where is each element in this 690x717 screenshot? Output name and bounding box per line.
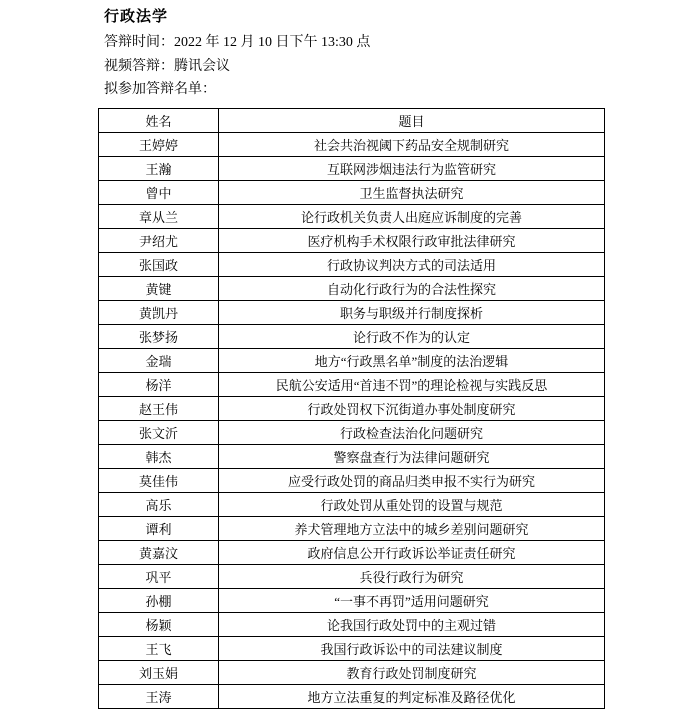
thesis-title-cell: 我国行政诉讼中的司法建议制度	[219, 636, 605, 660]
thesis-title-cell: 地方“行政黑名单”制度的法治逻辑	[219, 348, 605, 372]
student-name-cell: 张文沂	[99, 420, 219, 444]
student-name-cell: 章从兰	[99, 204, 219, 228]
defense-time-line: 答辩时间：2022 年 12 月 10 日下午 13:30 点	[104, 35, 371, 50]
table-row	[99, 132, 605, 156]
table-row	[99, 468, 605, 492]
student-name-cell: 莫佳伟	[99, 468, 219, 492]
student-name-cell: 赵王伟	[99, 396, 219, 420]
table-row	[99, 300, 605, 324]
student-name-cell: 黄凯丹	[99, 300, 219, 324]
table-row	[99, 276, 605, 300]
table-row	[99, 348, 605, 372]
table-row	[99, 156, 605, 180]
student-name-cell: 杨颖	[99, 612, 219, 636]
table-row	[99, 444, 605, 468]
student-name-cell: 杨洋	[99, 372, 219, 396]
defense-table-body	[99, 132, 605, 708]
student-name-cell: 曾中	[99, 180, 219, 204]
table-row	[99, 180, 605, 204]
student-name-cell: 黄嘉汶	[99, 540, 219, 564]
table-row	[99, 492, 605, 516]
student-name-cell: 张梦扬	[99, 324, 219, 348]
table-header-title: 题目	[219, 108, 605, 132]
list-intro-line: 拟参加答辩名单：	[104, 82, 216, 97]
thesis-title-cell: 论行政机关负责人出庭应诉制度的完善	[219, 204, 605, 228]
table-row	[99, 684, 605, 708]
thesis-title-cell: 论行政不作为的认定	[219, 324, 605, 348]
table-row	[99, 516, 605, 540]
thesis-title-cell: 自动化行政行为的合法性探究	[219, 276, 605, 300]
student-name-cell: 王涛	[99, 684, 219, 708]
table-row	[99, 588, 605, 612]
table-row	[99, 324, 605, 348]
thesis-title-cell: 行政处罚从重处罚的设置与规范	[219, 492, 605, 516]
table-row	[99, 372, 605, 396]
thesis-title-cell: 互联网涉烟违法行为监管研究	[219, 156, 605, 180]
table-row	[99, 396, 605, 420]
table-row	[99, 420, 605, 444]
thesis-title-cell: 社会共治视阈下药品安全规制研究	[219, 132, 605, 156]
thesis-title-cell: 民航公安适用“首违不罚”的理论检视与实践反思	[219, 372, 605, 396]
thesis-title-cell: 警察盘查行为法律问题研究	[219, 444, 605, 468]
table-row	[99, 204, 605, 228]
defense-roster-table	[98, 108, 605, 709]
student-name-cell: 黄键	[99, 276, 219, 300]
thesis-title-cell: 卫生监督执法研究	[219, 180, 605, 204]
thesis-title-cell: 行政检查法治化问题研究	[219, 420, 605, 444]
table-header-row	[99, 108, 605, 132]
student-name-cell: 张国政	[99, 252, 219, 276]
student-name-cell: 金瑞	[99, 348, 219, 372]
student-name-cell: 谭利	[99, 516, 219, 540]
thesis-title-cell: 应受行政处罚的商品归类申报不实行为研究	[219, 468, 605, 492]
student-name-cell: 尹绍尤	[99, 228, 219, 252]
student-name-cell: 王瀚	[99, 156, 219, 180]
thesis-title-cell: 教育行政处罚制度研究	[219, 660, 605, 684]
table-row	[99, 660, 605, 684]
student-name-cell: 刘玉娟	[99, 660, 219, 684]
student-name-cell: 韩杰	[99, 444, 219, 468]
table-row	[99, 228, 605, 252]
student-name-cell: 孙棚	[99, 588, 219, 612]
thesis-title-cell: 养犬管理地方立法中的城乡差别问题研究	[219, 516, 605, 540]
thesis-title-cell: 政府信息公开行政诉讼举证责任研究	[219, 540, 605, 564]
thesis-title-cell: 行政处罚权下沉街道办事处制度研究	[219, 396, 605, 420]
student-name-cell: 巩平	[99, 564, 219, 588]
page-title: 行政法学	[104, 9, 169, 25]
thesis-title-cell: 地方立法重复的判定标准及路径优化	[219, 684, 605, 708]
thesis-title-cell: 职务与职级并行制度探析	[219, 300, 605, 324]
thesis-title-cell: 兵役行政行为研究	[219, 564, 605, 588]
student-name-cell: 王婷婷	[99, 132, 219, 156]
thesis-title-cell: “一事不再罚”适用问题研究	[219, 588, 605, 612]
student-name-cell: 高乐	[99, 492, 219, 516]
table-row	[99, 636, 605, 660]
table-row	[99, 612, 605, 636]
thesis-title-cell: 行政协议判决方式的司法适用	[219, 252, 605, 276]
thesis-title-cell: 论我国行政处罚中的主观过错	[219, 612, 605, 636]
video-platform-line: 视频答辩：腾讯会议	[104, 58, 230, 74]
student-name-cell: 王飞	[99, 636, 219, 660]
table-header-name: 姓名	[99, 108, 219, 132]
table-row	[99, 252, 605, 276]
thesis-title-cell: 医疗机构手术权限行政审批法律研究	[219, 228, 605, 252]
table-row	[99, 540, 605, 564]
table-row	[99, 564, 605, 588]
